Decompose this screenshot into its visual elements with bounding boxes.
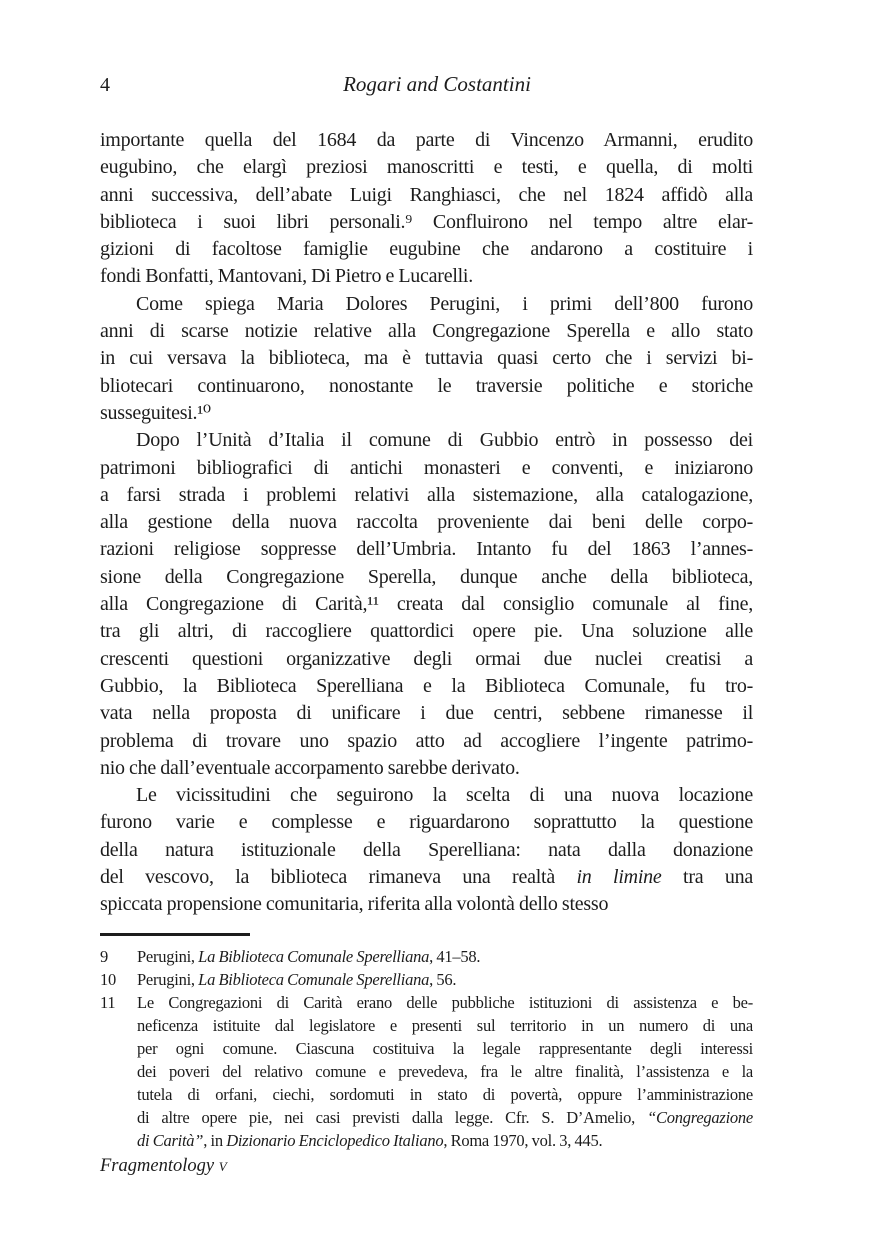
- text-line: del vescovo, la biblioteca rimaneva una realtà in limine tra una: [100, 866, 754, 889]
- text-line: della natura istituzionale della Sperelliana: nata dalla donazione: [100, 838, 753, 861]
- text-line: razioni religiose soppresse dell’Umbria. Intanto fu del 1863 l’annes-: [100, 538, 753, 561]
- text-line: tra gli altri, di raccogliere quattordici opere pie. Una soluzione alle: [100, 620, 753, 643]
- text-line: susseguitesi.¹⁰: [100, 401, 211, 424]
- text-line: vata nella proposta di unificare i due centri, sebbene rimanesse il: [100, 702, 753, 725]
- paragraph: [100, 291, 753, 427]
- text-line: a farsi strada i problemi relativi alla sistemazione, alla catalogazione,: [100, 483, 753, 506]
- text-line: alla Congregazione di Carità,¹¹ creata dal consiglio comunale al fine,: [100, 593, 753, 616]
- text-line: dei poveri del relativo comune e prevedeva, fra le altre finalità, l’assistenza e la: [137, 1061, 753, 1081]
- text-line: di altre opere pie, nei casi previsti dalla legge. Cfr. S. D’Amelio, “Congregazione: [137, 1107, 753, 1127]
- footnote-text: [137, 945, 753, 968]
- text-line: Le vicissitudini che seguirono la scelta di una nuova locazione: [136, 784, 753, 807]
- text-line: alla gestione della nuova raccolta proveniente dai beni delle corpo-: [100, 511, 753, 534]
- page-number: 4: [100, 74, 110, 96]
- footnote-number: 11: [100, 992, 116, 1012]
- text-line: furono varie e complesse e riguardarono soprattutto la questione: [100, 811, 753, 834]
- paragraph: [100, 782, 753, 918]
- text-line: anni di scarse notizie relative alla Congregazione Sperella e allo stato: [100, 320, 753, 343]
- footnote-text: [137, 968, 753, 991]
- text-line: Perugini, La Biblioteca Comunale Sperelliana, 41–58.: [137, 946, 481, 966]
- text-line: nio che dall’eventuale accorpamento sarebbe derivato.: [100, 756, 520, 779]
- text-line: in cui versava la biblioteca, ma è tuttavia quasi certo che i servizi bi-: [100, 347, 753, 370]
- text-line: problema di trovare uno spazio atto ad accogliere l’ingente patrimo-: [100, 729, 753, 752]
- text-line: tutela di orfani, ciechi, sordomuti in stato di povertà, oppure l’amministrazione: [137, 1084, 753, 1104]
- text-line: bliotecari continuarono, nonostante le traversie politiche e storiche: [100, 374, 753, 397]
- text-line: Le Congregazioni di Carità erano delle pubbliche istituzioni di assistenza e be-: [137, 992, 753, 1012]
- text-line: neficenza istituite dal legislatore e presenti sul territorio in un numero di una: [137, 1015, 753, 1035]
- journal-name: Fragmentology: [100, 1156, 215, 1176]
- text-line: Dopo l’Unità d’Italia il comune di Gubbio entrò in possesso dei: [136, 429, 753, 452]
- text-line: fondi Bonfatti, Mantovani, Di Pietro e Lucarelli.: [100, 265, 473, 288]
- text-line: importante quella del 1684 da parte di Vincenzo Armanni, erudito: [100, 129, 753, 151]
- volume-number: v: [218, 1156, 227, 1176]
- text-line: spiccata propensione comunitaria, riferita alla volontà dello stesso: [100, 893, 609, 916]
- text-line: per ogni comune. Ciascuna costituiva la legale rappresentante degli interessi: [137, 1038, 753, 1058]
- text-line: Perugini, La Biblioteca Comunale Sperelliana, 56.: [137, 969, 457, 989]
- footnote: [100, 945, 753, 968]
- footnote: [100, 968, 753, 991]
- text-line: sione della Congregazione Sperella, dunque anche della biblioteca,: [100, 565, 753, 588]
- text-line: gizioni di facoltose famiglie eugubine che andarono a costituire i: [100, 238, 753, 261]
- text-line: crescenti questioni organizzative degli ormai due nuclei creatisi a: [100, 647, 753, 670]
- running-title: Rogari and Costantini: [343, 72, 531, 96]
- page-header: [0, 72, 874, 98]
- text-line: Gubbio, la Biblioteca Sperelliana e la Biblioteca Comunale, fu tro-: [100, 674, 753, 697]
- footnote-text: [137, 991, 753, 1152]
- footnotes: [100, 945, 753, 1152]
- footnote-number: 10: [100, 969, 116, 989]
- text-line: anni successiva, dell’abate Luigi Ranghiasci, che nel 1824 affidò alla: [100, 183, 753, 206]
- footnote-separator-rule: [100, 933, 250, 936]
- text-line: biblioteca i suoi libri personali.⁹ Confluirono nel tempo altre elar-: [100, 210, 753, 233]
- footnote-number: 9: [100, 946, 108, 966]
- page-content: [100, 127, 753, 1152]
- text-line: di Carità”, in Dizionario Enciclopedico Italiano, Roma 1970, vol. 3, 445.: [137, 1130, 603, 1150]
- text-line: eugubino, che elargì preziosi manoscritti e testi, e quella, di molti: [100, 156, 753, 179]
- page-footer: [100, 1156, 227, 1177]
- paragraph: [100, 427, 753, 782]
- text-line: patrimoni bibliografici di antichi monasteri e conventi, e iniziarono: [100, 456, 753, 479]
- text-line: Come spiega Maria Dolores Perugini, i primi dell’800 furono: [136, 292, 753, 315]
- body-text: [100, 127, 753, 919]
- footnote: [100, 991, 753, 1152]
- paragraph: [100, 127, 753, 291]
